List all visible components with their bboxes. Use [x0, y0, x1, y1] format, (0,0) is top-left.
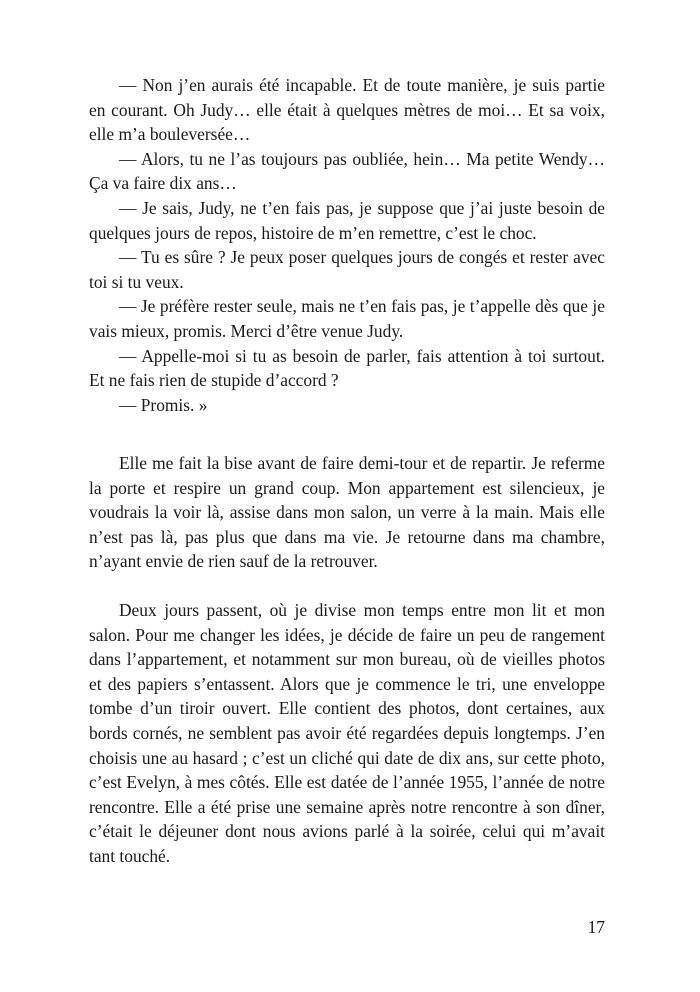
narrative-paragraph: [89, 598, 605, 869]
page-number: 17: [587, 917, 605, 937]
dialogue-line: — Tu es sûre ? Je peux poser quelques jours de congés et rester avec toi si tu veux.: [89, 247, 605, 292]
dialogue-line: — Je préfère rester seule, mais ne t’en fais pas, je t’appelle dès que je vais mieux, promis. Merci d’être venue Judy.: [89, 296, 605, 341]
dialogue-line: — Appelle-moi si tu as besoin de parler, fais attention à toi surtout. Et ne fais rien de stupide d’accord ?: [89, 345, 605, 391]
paragraph-text: Deux jours passent, où je divise mon temps entre mon lit et mon salon. Pour me changer les idées, je décide de faire un peu de rangement dans l’appartement, et notamment sur mon bureau, où de vieilles photos et des papiers s’entassent. Alors que je commence le tri, une enveloppe tombe d’un tiroir ouvert. Elle contient des photos, dont certaines, aux bords cornés, ne semblent pas avoir été regardées depuis longtemps. J’en choisis une au hasard ; c’est un cliché qui date de dix ans, sur cette photo, c’est Evelyn, à mes côtés. Elle est datée de l’année 1955, l’année de notre rencontre. Elle a été prise une semaine après notre rencontre à son dîner, c’était le déjeuner dont nous avions parlé à la soirée, celui qui m’avait tant touché.: [89, 600, 605, 866]
narrative-paragraph: [89, 451, 605, 574]
dialogue-line: — Non j’en aurais été incapable. Et de toute manière, je suis partie en courant. Oh Judy… elle était à quelques mètres de moi… Et sa voix, elle m’a bouleversée…: [89, 75, 605, 145]
dialogue-line: — Alors, tu ne l’as toujours pas oubliée, hein… Ma petite Wendy… Ça va faire dix ans…: [89, 148, 605, 194]
dialogue-line: — Je sais, Judy, ne t’en fais pas, je suppose que j’ai juste besoin de quelques jours de repos, histoire de m’en remettre, c’est le choc.: [89, 197, 605, 243]
dialogue-block: [89, 73, 605, 417]
paragraph-text: Elle me fait la bise avant de faire demi-tour et de repartir. Je referme la porte et respire un grand coup. Mon appartement est silencieux, je voudrais la voir là, assise dans mon salon, un verre à la main. Mais elle n’est pas là, pas plus que dans ma vie. Je retourne dans ma chambre, n’ayant envie de rien sauf de la retrouver.: [89, 453, 605, 572]
dialogue-line: — Promis. »: [119, 394, 208, 415]
